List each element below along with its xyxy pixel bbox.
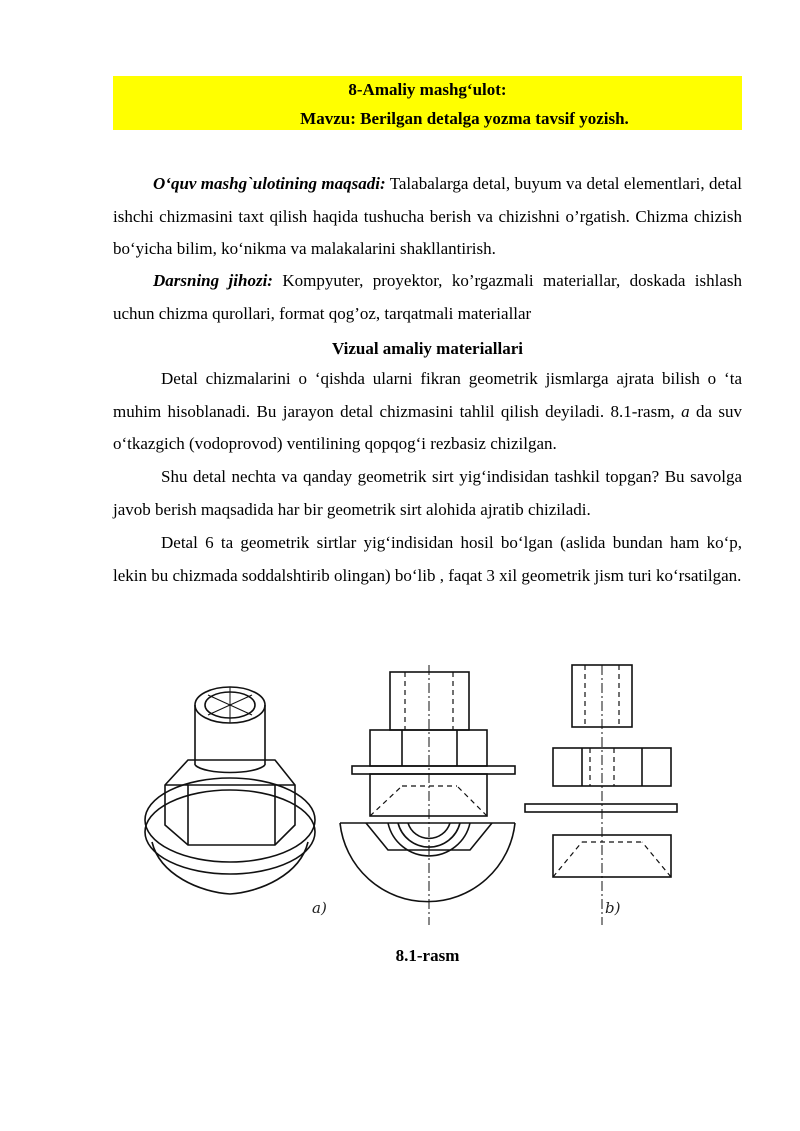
figure-caption: 8.1-rasm <box>395 946 460 965</box>
figure-label-a: a) <box>312 899 327 917</box>
paragraph-3: Detal 6 ta geometrik sirtlar yig‘indisidan hosil bo‘lgan (aslida bundan ham ko‘p, lekin bu chizmada soddalshtirib olingan) bo‘lib , faqat 3 xil geometrik jism turi ko‘rsatilgan. <box>113 533 742 585</box>
topic-title: Mavzu: Berilgan detalga yozma tavsif yozish. <box>300 109 629 128</box>
purpose-text: Talabalarga detal, buyum va detal elementlari, detal ishchi chizmasini taxt qilish haqida tushucha berish va chizishni o’rgatish. Chizma chizish bo‘yicha bilim, ko‘nikma va malakalarini shakllantirish. <box>113 174 742 258</box>
paragraph-1 <box>113 363 742 461</box>
equipment-text: Kompyuter, proyektor, ko’rgazmali materiallar, doskada ishlash uchun chizma qurollari, format qog’oz, tarqatmali materiallar <box>113 271 742 323</box>
section-title: Vizual amaliy materiallari <box>331 339 524 358</box>
purpose-label: O‘quv mashg`ulotining maqsadi: <box>153 174 386 193</box>
figure-drawing <box>140 660 680 930</box>
paragraph-1-start: Detal chizmalarini o ‘qishda ularni fikran geometrik jismlarga ajrata bilish o ‘ta muhim hisoblanadi. Bu jarayon detal chizmasini tahlil qilish deyiladi. 8.1-rasm, <box>113 369 742 421</box>
paragraph-1-end: da suv o‘tkazgich (vodoprovod) ventilining qopqog‘i rezbasiz chizilgan. <box>113 401 742 453</box>
page-title: 8-Amaliy mashg‘ulot: <box>348 80 507 99</box>
isometric-view <box>145 687 315 894</box>
figure-label-b: b) <box>605 899 621 917</box>
front-view <box>340 665 515 925</box>
exploded-view <box>525 665 677 925</box>
paragraph-2: Shu detal nechta va qanday geometrik sirt yig‘indisidan tashkil topgan? Bu savolga javob berish maqsadida har bir geometrik sirt alohida ajratib chiziladi. <box>113 467 742 519</box>
purpose-paragraph <box>113 168 742 266</box>
equipment-label: Darsning jihozi: <box>153 271 273 290</box>
equipment-paragraph <box>113 265 742 330</box>
paragraph-1-italic: a <box>681 401 690 421</box>
